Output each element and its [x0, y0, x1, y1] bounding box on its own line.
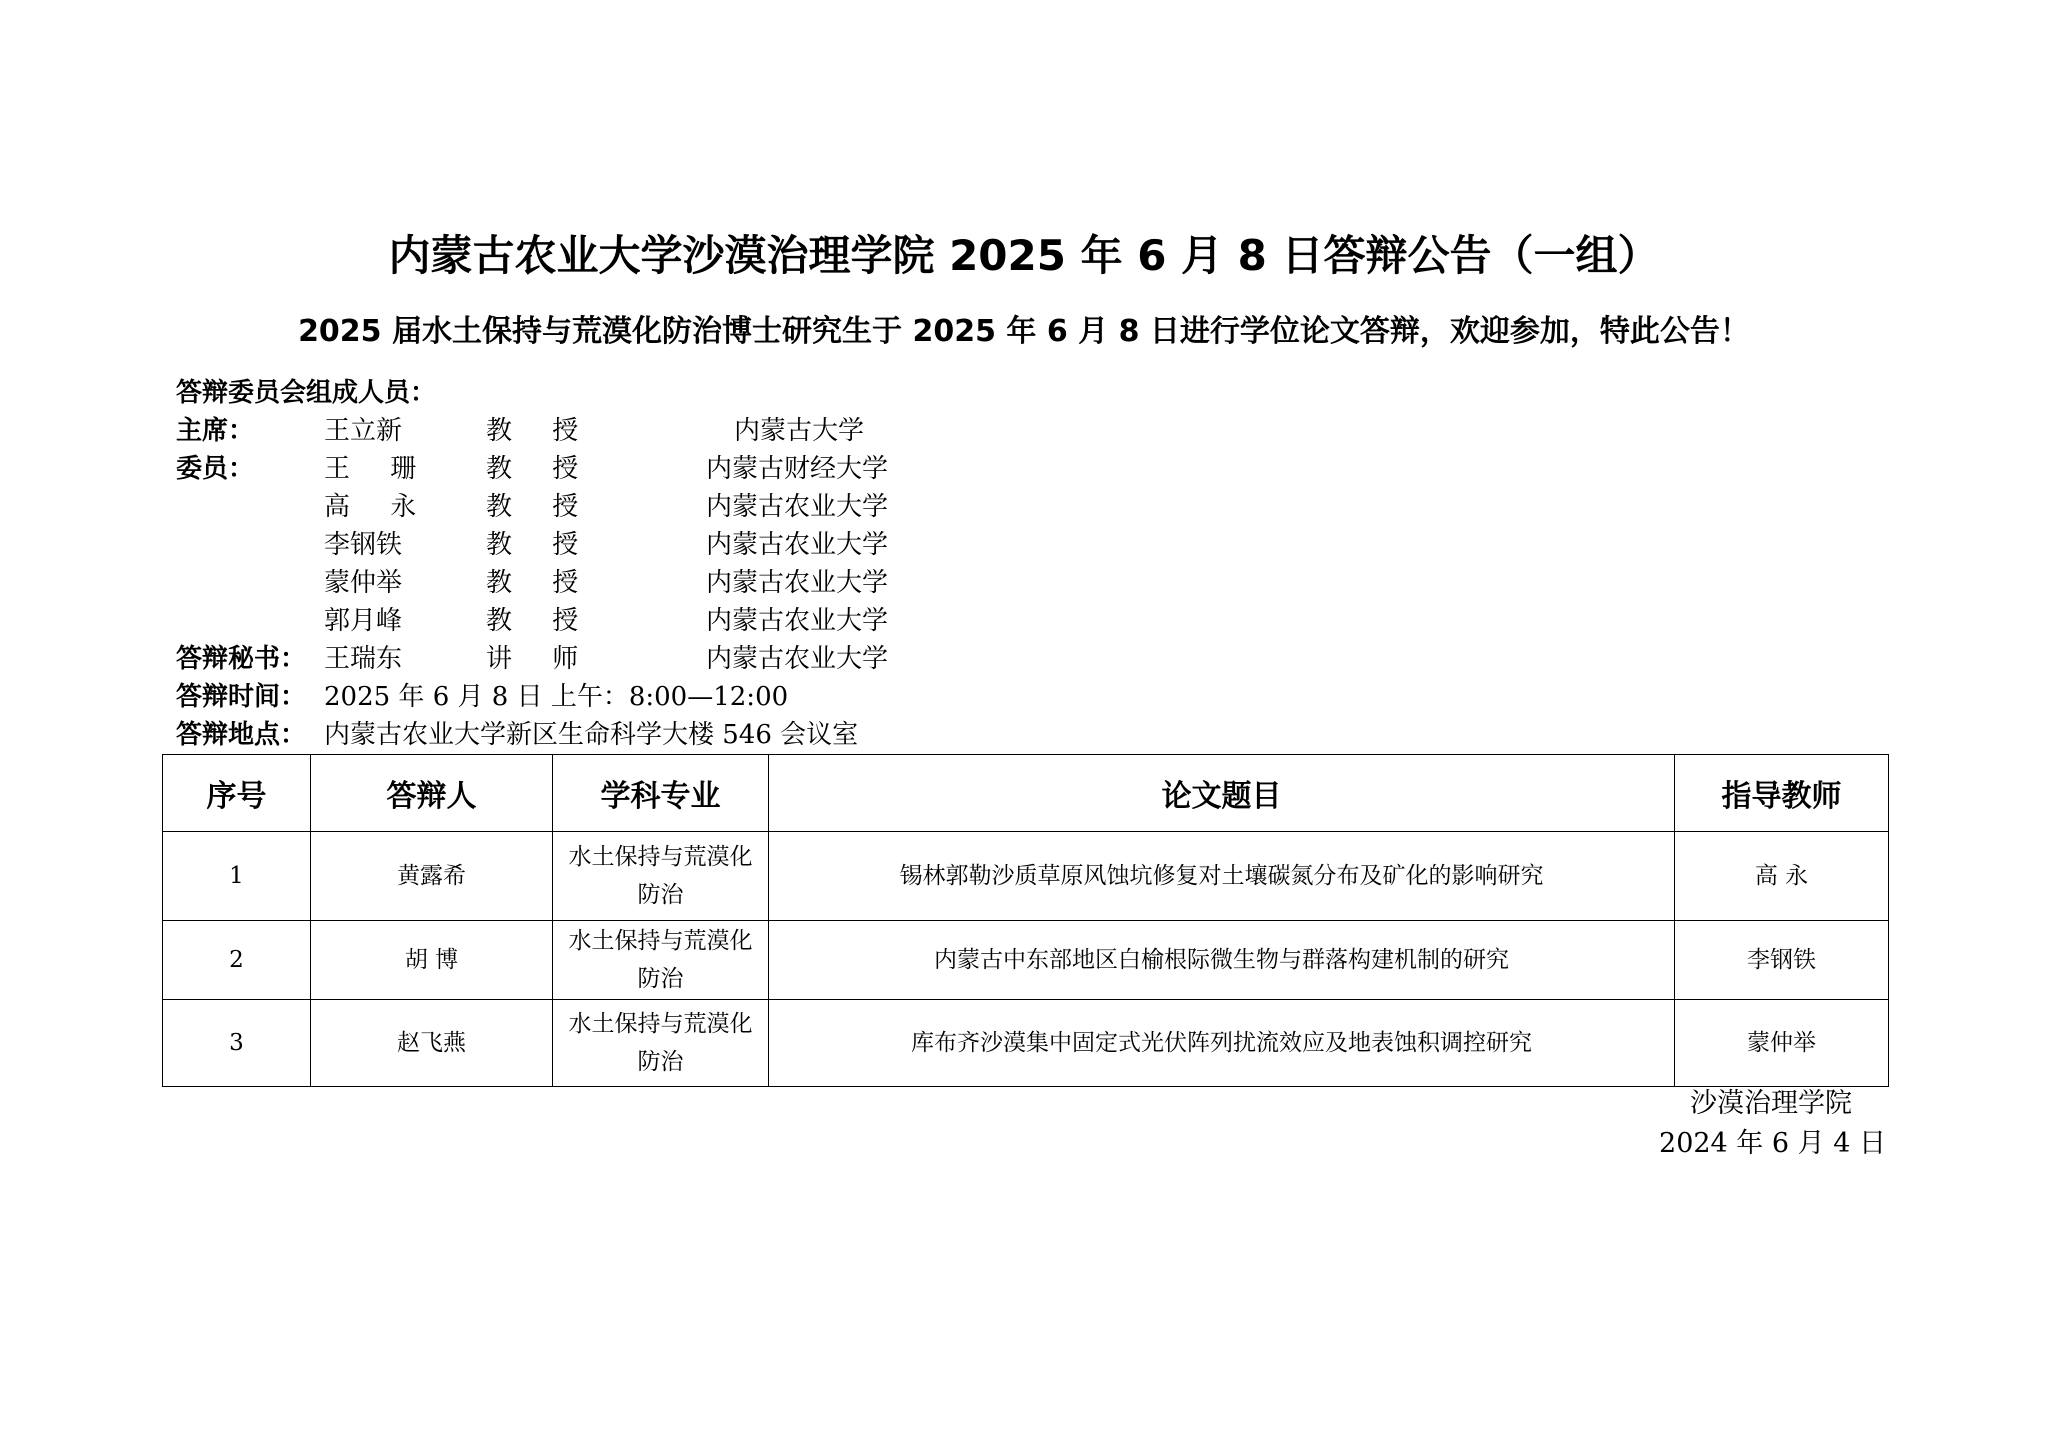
member-org: 内蒙古财经大学 — [706, 454, 889, 484]
chair-name: 王立新 — [324, 416, 403, 446]
chair-title: 教 授 — [486, 416, 595, 446]
student-name: 黄露希 — [311, 832, 553, 921]
advisor-name: 李钢铁 — [1675, 921, 1889, 1000]
member-name: 高 永 — [324, 492, 433, 522]
member-title: 教 授 — [486, 492, 595, 522]
member-name: 郭月峰 — [324, 606, 403, 636]
header-advisor: 指导教师 — [1675, 755, 1889, 832]
member-title: 教 授 — [486, 606, 595, 636]
committee-heading: 答辩委员会组成人员： — [176, 378, 437, 408]
thesis-title: 内蒙古中东部地区白榆根际微生物与群落构建机制的研究 — [769, 921, 1675, 1000]
member-title: 教 授 — [486, 568, 595, 598]
student-major: 水土保持与荒漠化防治 — [553, 832, 769, 921]
row-number: 1 — [163, 832, 311, 921]
announcement-subtitle: 2025 届水土保持与荒漠化防治博士研究生于 2025 年 6 月 8 日进行学位论文答辩，欢迎参加，特此公告！ — [298, 314, 1750, 349]
secretary-name: 王瑞东 — [324, 644, 403, 674]
member-name: 李钢铁 — [324, 530, 403, 560]
advisor-name: 蒙仲举 — [1675, 1000, 1889, 1087]
table-row — [163, 1000, 1889, 1087]
header-thesis-title: 论文题目 — [769, 755, 1675, 832]
thesis-title: 库布齐沙漠集中固定式光伏阵列扰流效应及地表蚀积调控研究 — [769, 1000, 1675, 1087]
chair-label: 主席： — [176, 416, 255, 446]
table-header-row — [163, 755, 1889, 832]
secretary-org: 内蒙古农业大学 — [706, 644, 889, 674]
place-value: 内蒙古农业大学新区生命科学大楼 546 会议室 — [324, 720, 859, 750]
signature-block — [1659, 1084, 1886, 1164]
advisor-name: 高 永 — [1675, 832, 1889, 921]
time-value: 2025 年 6 月 8 日 上午：8:00—12:00 — [324, 682, 789, 712]
thesis-table — [162, 754, 1889, 1087]
student-major: 水土保持与荒漠化防治 — [553, 1000, 769, 1087]
student-major: 水土保持与荒漠化防治 — [553, 921, 769, 1000]
page-title: 内蒙古农业大学沙漠治理学院 2025 年 6 月 8 日答辩公告（一组） — [388, 231, 1660, 280]
header-major: 学科专业 — [553, 755, 769, 832]
time-label: 答辩时间： — [176, 682, 307, 712]
header-student: 答辩人 — [311, 755, 553, 832]
signature-date: 2024 年 6 月 4 日 — [1659, 1128, 1886, 1159]
signature-org: 沙漠治理学院 — [1690, 1088, 1852, 1119]
secretary-title: 讲 师 — [486, 644, 595, 674]
row-number: 2 — [163, 921, 311, 1000]
member-org: 内蒙古农业大学 — [706, 530, 889, 560]
thesis-title: 锡林郭勒沙质草原风蚀坑修复对土壤碳氮分布及矿化的影响研究 — [769, 832, 1675, 921]
table-row — [163, 832, 1889, 921]
chair-org: 内蒙古大学 — [734, 416, 865, 446]
member-org: 内蒙古农业大学 — [706, 606, 889, 636]
member-org: 内蒙古农业大学 — [706, 492, 889, 522]
members-label: 委员： — [176, 454, 255, 484]
member-title: 教 授 — [486, 530, 595, 560]
member-name: 蒙仲举 — [324, 568, 403, 598]
student-name: 胡 博 — [311, 921, 553, 1000]
member-name: 王 珊 — [324, 454, 433, 484]
table-row — [163, 921, 1889, 1000]
secretary-label: 答辩秘书： — [176, 644, 307, 674]
row-number: 3 — [163, 1000, 311, 1087]
header-number: 序号 — [163, 755, 311, 832]
student-name: 赵飞燕 — [311, 1000, 553, 1087]
member-org: 内蒙古农业大学 — [706, 568, 889, 598]
member-title: 教 授 — [486, 454, 595, 484]
place-label: 答辩地点： — [176, 720, 307, 750]
